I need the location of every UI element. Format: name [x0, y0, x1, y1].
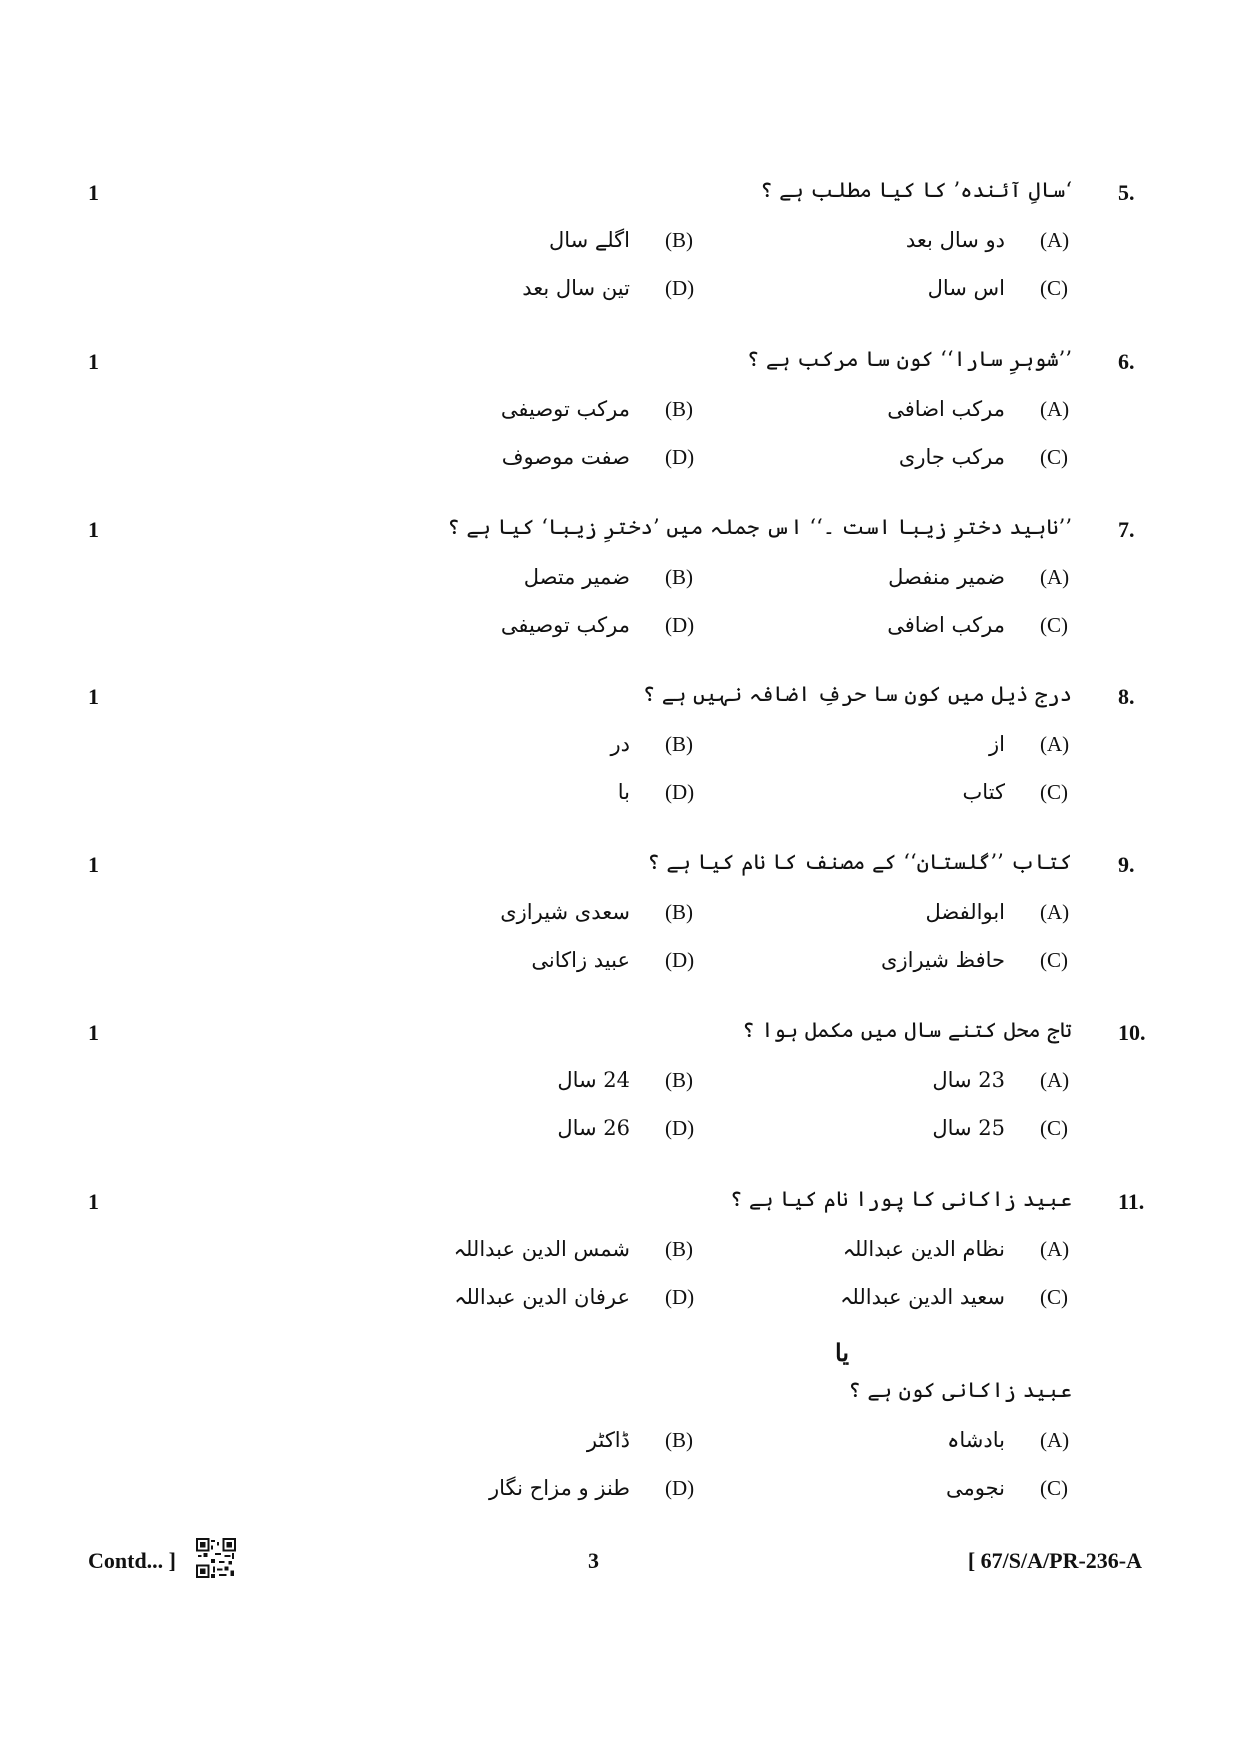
- option-a-text: ابوالفضل: [925, 900, 1005, 924]
- alternative-question: [0, 1380, 1240, 1530]
- option-a-text: دو سال بعد: [905, 228, 1005, 252]
- question-9: [0, 852, 1240, 1002]
- option-d-text: عرفان الدین عبداللہ: [454, 1285, 630, 1309]
- option-c-text: حافظ شیرازی: [881, 948, 1005, 972]
- option-c-label: (C): [1040, 780, 1068, 804]
- contd-label: Contd... ]: [88, 1548, 177, 1573]
- question-number: 6.: [1118, 349, 1135, 374]
- option-d-label: (D): [665, 1116, 695, 1140]
- question-8: [0, 684, 1240, 834]
- option-a-label: (A): [1040, 565, 1070, 589]
- option-d-text: طنز و مزاح نگار: [488, 1476, 630, 1500]
- option-c-label: (C): [1040, 1285, 1068, 1309]
- option-d-text: مرکب توصیفی: [500, 613, 630, 637]
- question-number: 5.: [1118, 180, 1135, 205]
- option-c-text: 25 سال: [932, 1116, 1005, 1140]
- marks: 1: [88, 684, 99, 709]
- question-text: ’’ناہید دخترِ زیبا است ۔‘‘ اس جملہ میں ’دخترِ زیبا‘ کیا ہے ؟: [447, 515, 1072, 539]
- question-text: ’’شوہرِ سارا‘‘ کون سا مرکب ہے ؟: [746, 347, 1072, 371]
- question-number: 9.: [1118, 852, 1135, 877]
- option-b-text: شمس الدین عبداللہ: [453, 1237, 630, 1261]
- option-c-label: (C): [1040, 1116, 1068, 1140]
- option-c-label: (C): [1040, 613, 1068, 637]
- question-11: [0, 1189, 1240, 1339]
- option-b-text: 24 سال: [557, 1068, 630, 1092]
- option-b-label: (B): [665, 1428, 693, 1452]
- option-d-label: (D): [665, 276, 695, 300]
- option-c-text: نجومی: [945, 1476, 1005, 1500]
- option-b-text: مرکب توصیفی: [500, 397, 630, 421]
- option-d-label: (D): [665, 948, 695, 972]
- question-text: عبید زاکانی کا پورا نام کیا ہے ؟: [729, 1187, 1072, 1211]
- option-d-label: (D): [665, 1285, 695, 1309]
- marks: 1: [88, 517, 99, 542]
- marks: 1: [88, 1189, 99, 1214]
- option-b-label: (B): [665, 397, 693, 421]
- marks: 1: [88, 180, 99, 205]
- question-10: [0, 1020, 1240, 1170]
- option-a-text: از: [989, 732, 1005, 756]
- marks: 1: [88, 852, 99, 877]
- page-number: 3: [588, 1548, 599, 1573]
- question-number: 8.: [1118, 684, 1135, 709]
- marks: 1: [88, 349, 99, 374]
- question-number: 10.: [1118, 1020, 1146, 1045]
- option-c-label: (C): [1040, 948, 1068, 972]
- option-c-label: (C): [1040, 445, 1068, 469]
- question-7: [0, 517, 1240, 667]
- question-text: ‘سالِ آئندہ’ کا کیا مطلب ہے ؟: [760, 178, 1072, 202]
- option-b-label: (B): [665, 565, 693, 589]
- option-b-label: (B): [665, 732, 693, 756]
- option-b-label: (B): [665, 1237, 693, 1261]
- or-divider: یا: [835, 1338, 849, 1367]
- option-d-label: (D): [665, 445, 695, 469]
- qr-code-icon: [196, 1538, 236, 1578]
- option-a-label: (A): [1040, 1068, 1070, 1092]
- option-a-label: (A): [1040, 1237, 1070, 1261]
- question-6: [0, 349, 1240, 499]
- question-text: عبید زاکانی کون ہے ؟: [848, 1378, 1072, 1402]
- option-d-text: 26 سال: [557, 1116, 630, 1140]
- option-c-text: اس سال: [927, 276, 1005, 300]
- option-b-label: (B): [665, 228, 693, 252]
- option-b-text: در: [610, 732, 630, 756]
- option-b-label: (B): [665, 1068, 693, 1092]
- option-c-text: مرکب اضافی: [887, 613, 1005, 637]
- option-a-label: (A): [1040, 732, 1070, 756]
- option-c-text: سعید الدین عبداللہ: [840, 1285, 1005, 1309]
- option-c-label: (C): [1040, 276, 1068, 300]
- question-number: 11.: [1118, 1189, 1145, 1214]
- option-b-text: ڈاکٹر: [586, 1428, 630, 1452]
- option-d-label: (D): [665, 613, 695, 637]
- question-text: کتاب ’’گلستان‘‘ کے مصنف کا نام کیا ہے ؟: [647, 850, 1072, 874]
- option-a-text: 23 سال: [932, 1068, 1005, 1092]
- option-c-text: مرکب جاری: [898, 445, 1005, 469]
- option-b-text: ضمیر متصل: [523, 565, 630, 589]
- option-d-label: (D): [665, 1476, 695, 1500]
- option-d-label: (D): [665, 780, 695, 804]
- option-a-text: ضمیر منفصل: [888, 565, 1005, 589]
- option-b-text: اگلے سال: [548, 228, 630, 252]
- option-a-text: نظام الدین عبداللہ: [842, 1237, 1005, 1261]
- marks: 1: [88, 1020, 99, 1045]
- option-a-label: (A): [1040, 397, 1070, 421]
- option-a-label: (A): [1040, 900, 1070, 924]
- option-b-label: (B): [665, 900, 693, 924]
- question-text: درج ذیل میں کون سا حرفِ اضافہ نہیں ہے ؟: [642, 682, 1072, 706]
- option-d-text: صفت موصوف: [501, 445, 630, 469]
- paper-code: [ 67/S/A/PR-236-A: [967, 1548, 1142, 1573]
- question-text: تاج محل کتنے سال میں مکمل ہوا ؟: [742, 1018, 1072, 1042]
- option-a-label: (A): [1040, 228, 1070, 252]
- option-d-text: با: [617, 780, 630, 804]
- option-b-text: سعدی شیرازی: [500, 900, 630, 924]
- question-5: [0, 180, 1240, 330]
- option-d-text: تین سال بعد: [522, 276, 630, 300]
- option-a-text: مرکب اضافی: [887, 397, 1005, 421]
- option-a-text: بادشاہ: [947, 1428, 1005, 1452]
- question-number: 7.: [1118, 517, 1135, 542]
- option-a-label: (A): [1040, 1428, 1070, 1452]
- option-c-text: کتاب: [962, 780, 1005, 804]
- option-c-label: (C): [1040, 1476, 1068, 1500]
- option-d-text: عبید زاکانی: [531, 948, 630, 972]
